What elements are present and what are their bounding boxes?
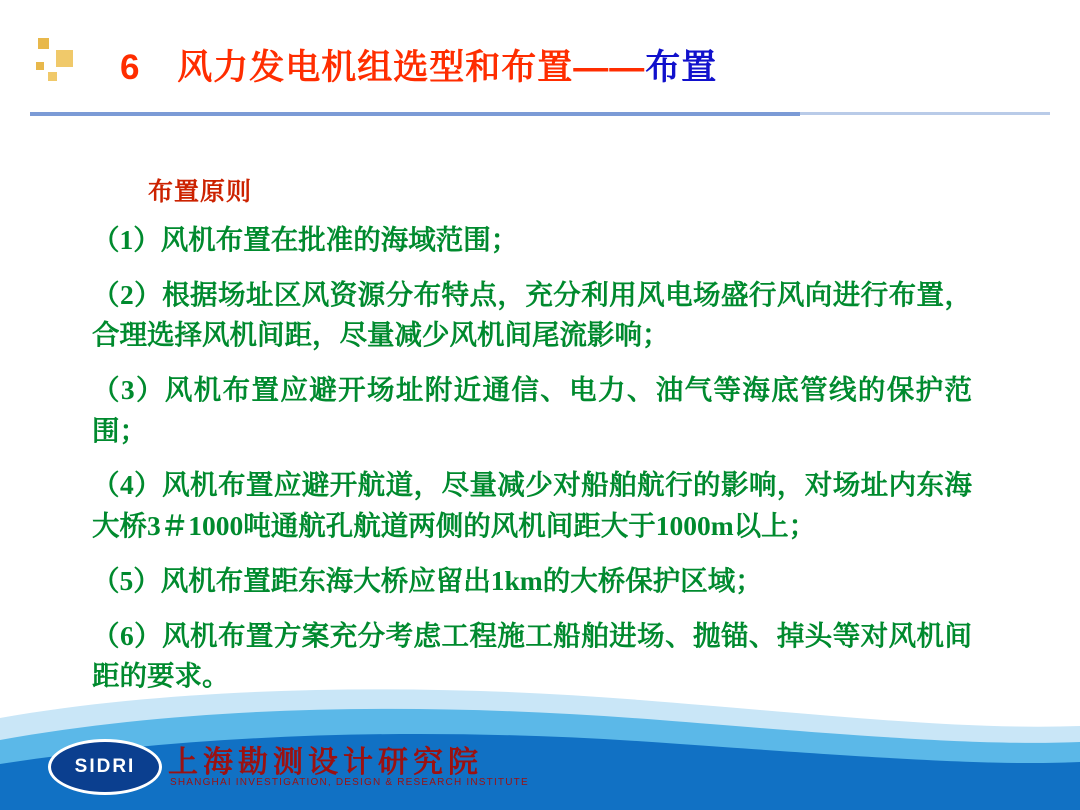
paragraph-item: （3）风机布置应避开场址附近通信、电力、油气等海底管线的保护范围；	[92, 374, 972, 446]
header-divider	[30, 112, 800, 116]
slide-header	[0, 0, 1080, 118]
logo-mark-text: SIDRI	[74, 756, 136, 777]
paragraph-list	[92, 220, 972, 711]
decorative-squares-icon	[30, 38, 78, 86]
page-title-main: 风力发电机组选型和布置——	[177, 48, 646, 87]
page-title-number: 6	[120, 48, 141, 87]
page-title	[120, 40, 717, 90]
slide-body	[0, 118, 1080, 692]
logo-mark	[48, 739, 162, 795]
paragraph-item: （2）根据场址区风资源分布特点，充分利用风电场盛行风向进行布置，合理选择风机间距，尽量减少风机间尾流影响；	[92, 278, 972, 351]
logo-name-en: SHANGHAI INVESTIGATION, DESIGN & RESEARCH INSTITUTE	[170, 777, 529, 788]
page-title-suffix: 布置	[645, 48, 718, 87]
section-heading: 布置原则	[148, 178, 253, 206]
paragraph-item: （4）风机布置应避开航道，尽量减少对船舶航行的影响，对场址内东海大桥3＃1000吨通航孔航道两侧的风机间距大于1000m以上；	[92, 469, 972, 542]
company-logo	[48, 735, 529, 797]
paragraph-item: （6）风机布置方案充分考虑工程施工船舶进场、抛锚、掉头等对风机间距的要求。	[92, 619, 972, 692]
logo-name-cn: 上海勘测设计研究院	[168, 746, 483, 779]
paragraph-item: （1）风机布置在批准的海域范围；	[92, 224, 519, 255]
header-divider-secondary	[800, 112, 1050, 115]
paragraph-item: （5）风机布置距东海大桥应留出1km的大桥保护区域；	[92, 564, 763, 596]
